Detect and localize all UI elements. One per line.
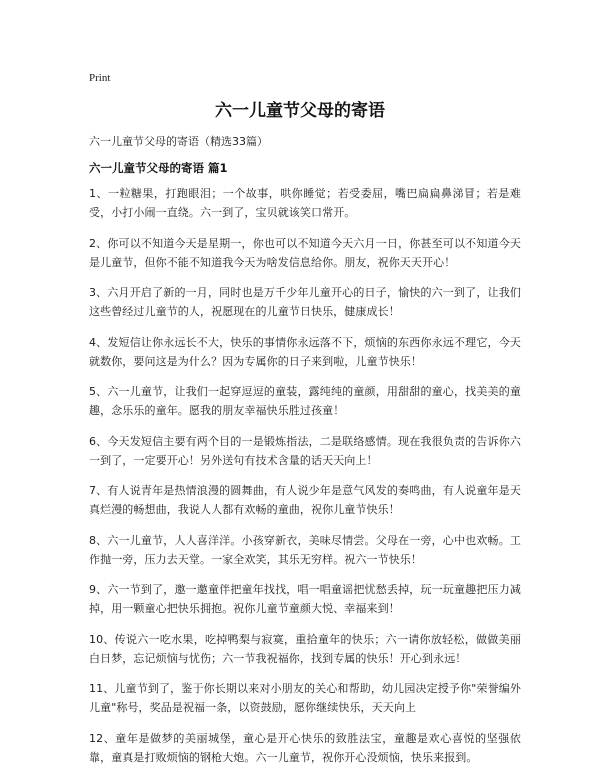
paragraph-3: 3、六月开启了新的一月，同时也是万千少年儿童开心的日子，愉快的六一到了，让我们这些曾经过儿童节的人，祝愿现在的儿童节日快乐，健康成长！ [89,286,521,318]
page-title: 六一儿童节父母的寄语 [215,101,385,121]
section-heading: 六一儿童节父母的寄语 篇1 [89,161,228,175]
paragraph-4: 4、发短信让你永远长不大，快乐的事情你永远落不下，烦恼的东西你永远不理它，今天就数你，要问这是为什么？因为专属你的日子来到啦，儿童节快乐！ [89,335,521,368]
paragraph-11: 11、儿童节到了，鉴于你长期以来对小朋友的关心和帮助，幼儿园决定授予你"荣誉编外儿童"称号，奖品是祝福一条，以资鼓励，愿你继续快乐，天天向上 [89,682,521,714]
paragraph-6: 6、今天发短信主要有两个目的一是锻炼指法，二是联络感情。现在我很负责的告诉你六一到了，一定要开心！另外送句有技术含量的话天天向上！ [89,434,521,467]
print-link[interactable]: Print [89,72,111,84]
paragraph-10: 10、传说六一吃水果，吃掉鸭梨与寂寞，重拾童年的快乐；六一请你放轻松，做做美丽白日梦，忘记烦恼与忧伤；六一节我祝福你，找到专属的快乐！开心到永远！ [89,632,521,665]
paragraph-1: 1、一粒糖果，打跑眼泪；一个故事，哄你睡觉；若受委屈，嘴巴扁扁鼻涕冒；若是难受，小打小闹一直绕。六一到了，宝贝就该笑口常开。 [89,187,521,219]
paragraph-2: 2、你可以不知道今天是星期一，你也可以不知道今天六月一日，你甚至可以不知道今天是儿童节，但你不能不知道我今天为啥发信息给你。朋友，祝你天天开心！ [89,236,521,269]
paragraph-7: 7、有人说青年是热情浪漫的圆舞曲，有人说少年是意气风发的奏鸣曲，有人说童年是天真烂漫的畅想曲，我说人人都有欢畅的童曲，祝你儿童节快乐！ [89,484,521,516]
article-body [89,184,521,778]
paragraph-12: 12、童年是做梦的美丽城堡，童心是开心快乐的致胜法宝，童趣是欢心喜悦的坚强依靠，童真是打败烦恼的钢枪大炮。六一儿童节，祝你开心没烦恼，快乐来报到。 [89,731,521,764]
paragraph-5: 5、六一儿童节，让我们一起穿逗逗的童装，露纯纯的童颜，用甜甜的童心，找美美的童趣，念乐乐的童年。愿我的朋友幸福快乐胜过孩童！ [89,385,521,417]
page-subtitle: 六一儿童节父母的寄语（精选33篇） [89,135,268,148]
paragraph-9: 9、六一节到了，邀一邀童伴把童年找找，唱一唱童谣把忧愁丢掉，玩一玩童趣把压力减掉，用一颗童心把快乐拥抱。祝你儿童节童颜大悦、幸福来到！ [89,583,521,615]
paragraph-8: 8、六一儿童节，人人喜洋洋。小孩穿新衣，美味尽情尝。父母在一旁，心中也欢畅。工作抛一旁，压力去天堂。一家全欢笑，其乐无穷样。祝六一节快乐！ [89,533,521,566]
